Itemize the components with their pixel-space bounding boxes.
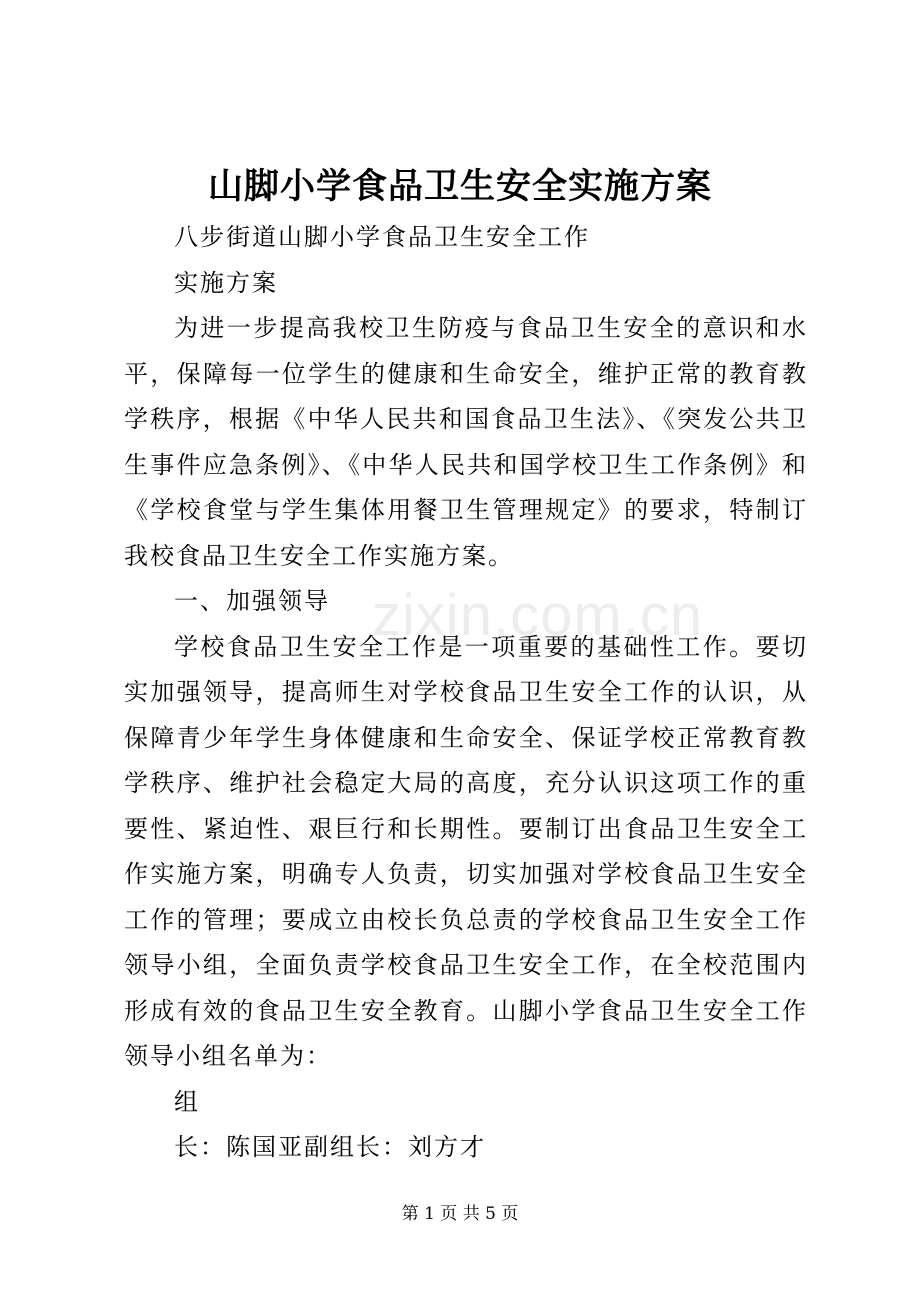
paragraph-heading: 实施方案	[174, 268, 278, 297]
section-heading: 一、加强领导	[174, 587, 330, 615]
document-title: 山脚小学食品卫生安全实施方案	[207, 166, 712, 207]
paragraph-subtitle: 八步街道山脚小学食品卫生安全工作	[174, 223, 590, 251]
paragraph-intro: 为进一步提高我校卫生防疫与食品卫生安全的意识和水平，保障每一位学生的健康和生命安全，维护正常的教育教学秩序，根据《中华人民共和国食品卫生法》、《突发公共卫生事件应急条例》、《中华人民共和国学校卫生工作条例》和《学校食堂与学生集体用餐卫生管理规定》的要求，特制订我校食品卫生安全工作实施方案。	[124, 314, 808, 570]
watermark: zixin.com.cn	[372, 583, 704, 648]
page-footer: 第 1 页 共 5 页	[401, 1204, 519, 1224]
paragraph-group: 组	[174, 1087, 200, 1116]
paragraph-leadership: 学校食品卫生安全工作是一项重要的基础性工作。要切实加强领导，提高师生对学校食品卫生安全工作的认识，从保障青少年学生身体健康和生命安全、保证学校正常教育教学秩序、维护社会稳定大局的高度，充分认识这项工作的重要性、紧迫性、艰巨行和长期性。要制订出食品卫生安全工作实施方案，明确专人负责，切实加强对学校食品卫生安全工作的管理；要成立由校长负总责的学校食品卫生安全工作领导小组，全面负责学校食品卫生安全工作，在全校范围内形成有效的食品卫生安全教育。山脚小学食品卫生安全工作领导小组名单为：	[124, 632, 808, 1070]
paragraph-members: 长：陈国亚副组长：刘方才	[174, 1133, 486, 1161]
document-body	[124, 215, 808, 1171]
